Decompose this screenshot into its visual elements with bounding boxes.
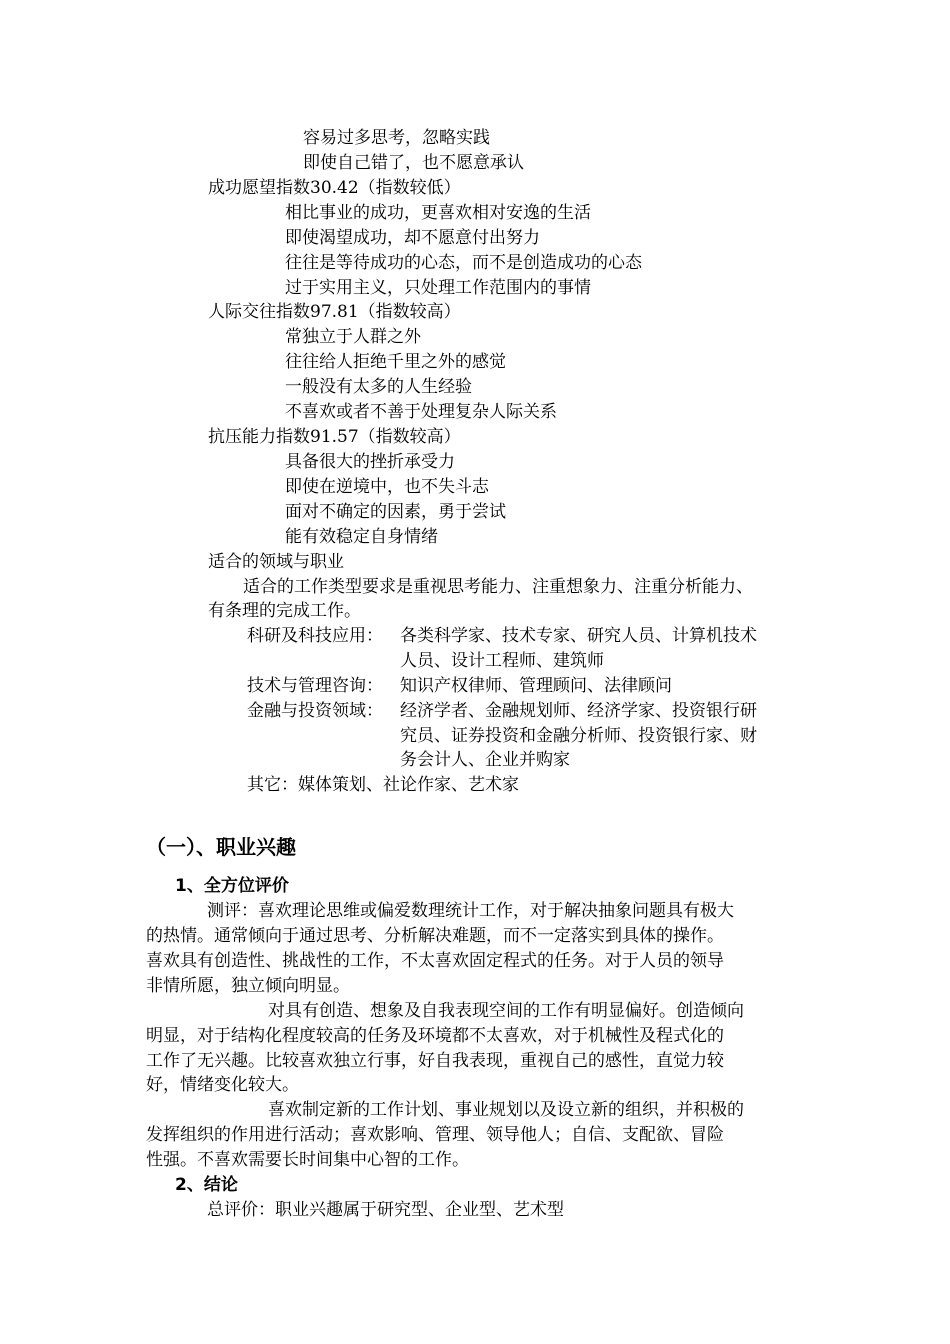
index-item: 常独立于人群之外 <box>285 327 421 347</box>
conclusion-line: 总评价：职业兴趣属于研究型、企业型、艺术型 <box>207 1200 564 1220</box>
fields-intro: 适合的工作类型要求是重视思考能力、注重想象力、注重分析能力、 <box>243 577 753 597</box>
field-value: 究员、证券投资和金融分析师、投资银行家、财 <box>400 726 757 746</box>
paragraph-line: 的热情。通常倾向于通过思考、分析解决难题，而不一定落实到具体的操作。 <box>146 926 724 946</box>
index-item: 往往给人拒绝千里之外的感觉 <box>285 352 506 372</box>
index-item: 即使渴望成功，却不愿意付出努力 <box>285 228 540 248</box>
index-item: 具备很大的挫折承受力 <box>285 452 455 472</box>
field-label: 金融与投资领域： <box>247 701 383 721</box>
field-value: 人员、设计工程师、建筑师 <box>400 651 604 671</box>
index-item: 过于实用主义，只处理工作范围内的事情 <box>285 278 591 298</box>
trait-line: 即使自己错了，也不愿意承认 <box>303 153 524 173</box>
paragraph-line: 对具有创造、想象及自我表现空间的工作有明显偏好。创造倾向 <box>268 1001 744 1021</box>
index-title: 成功愿望指数30.42（指数较低） <box>208 178 461 198</box>
paragraph-line: 喜欢具有创造性、挑战性的工作，不太喜欢固定程式的任务。对于人员的领导 <box>146 951 724 971</box>
index-title: 人际交往指数97.81（指数较高） <box>208 302 461 322</box>
index-item: 能有效稳定自身情绪 <box>285 527 438 547</box>
paragraph-line: 非情所愿，独立倾向明显。 <box>146 976 350 996</box>
field-label: 技术与管理咨询： <box>247 676 383 696</box>
index-item: 不喜欢或者不善于处理复杂人际关系 <box>285 402 557 422</box>
paragraph-line: 测评：喜欢理论思维或偏爱数理统计工作，对于解决抽象问题具有极大 <box>207 901 734 921</box>
index-item: 相比事业的成功，更喜欢相对安逸的生活 <box>285 203 591 223</box>
field-value: 经济学者、金融规划师、经济学家、投资银行研 <box>400 701 757 721</box>
field-value: 务会计人、企业并购家 <box>400 750 570 770</box>
index-item: 一般没有太多的人生经验 <box>285 377 472 397</box>
subsection-heading: 2、结论 <box>175 1175 238 1195</box>
paragraph-line: 好，情绪变化较大。 <box>146 1075 299 1095</box>
paragraph-line: 明显，对于结构化程度较高的任务及环境都不太喜欢，对于机械性及程式化的 <box>146 1026 724 1046</box>
field-other: 其它：媒体策划、社论作家、艺术家 <box>247 775 519 795</box>
index-item: 即使在逆境中，也不失斗志 <box>285 477 489 497</box>
field-value: 各类科学家、技术专家、研究人员、计算机技术 <box>400 626 757 646</box>
paragraph-line: 喜欢制定新的工作计划、事业规划以及设立新的组织，并积极的 <box>268 1100 744 1120</box>
paragraph-line: 工作了无兴趣。比较喜欢独立行事，好自我表现，重视自己的感性，直觉力较 <box>146 1051 724 1071</box>
index-item: 往往是等待成功的心态，而不是创造成功的心态 <box>285 253 642 273</box>
index-item: 面对不确定的因素，勇于尝试 <box>285 502 506 522</box>
section-heading: （一）、职业兴趣 <box>146 835 296 859</box>
paragraph-line: 发挥组织的作用进行活动；喜欢影响、管理、领导他人；自信、支配欲、冒险 <box>146 1125 724 1145</box>
field-label: 科研及科技应用： <box>247 626 383 646</box>
field-value: 知识产权律师、管理顾问、法律顾问 <box>400 676 672 696</box>
subsection-heading: 1、全方位评价 <box>175 876 289 896</box>
index-title: 抗压能力指数91.57（指数较高） <box>208 427 461 447</box>
trait-line: 容易过多思考，忽略实践 <box>303 128 490 148</box>
fields-title: 适合的领域与职业 <box>208 552 344 572</box>
fields-intro: 有条理的完成工作。 <box>208 601 361 621</box>
paragraph-line: 性强。不喜欢需要长时间集中心智的工作。 <box>146 1150 469 1170</box>
